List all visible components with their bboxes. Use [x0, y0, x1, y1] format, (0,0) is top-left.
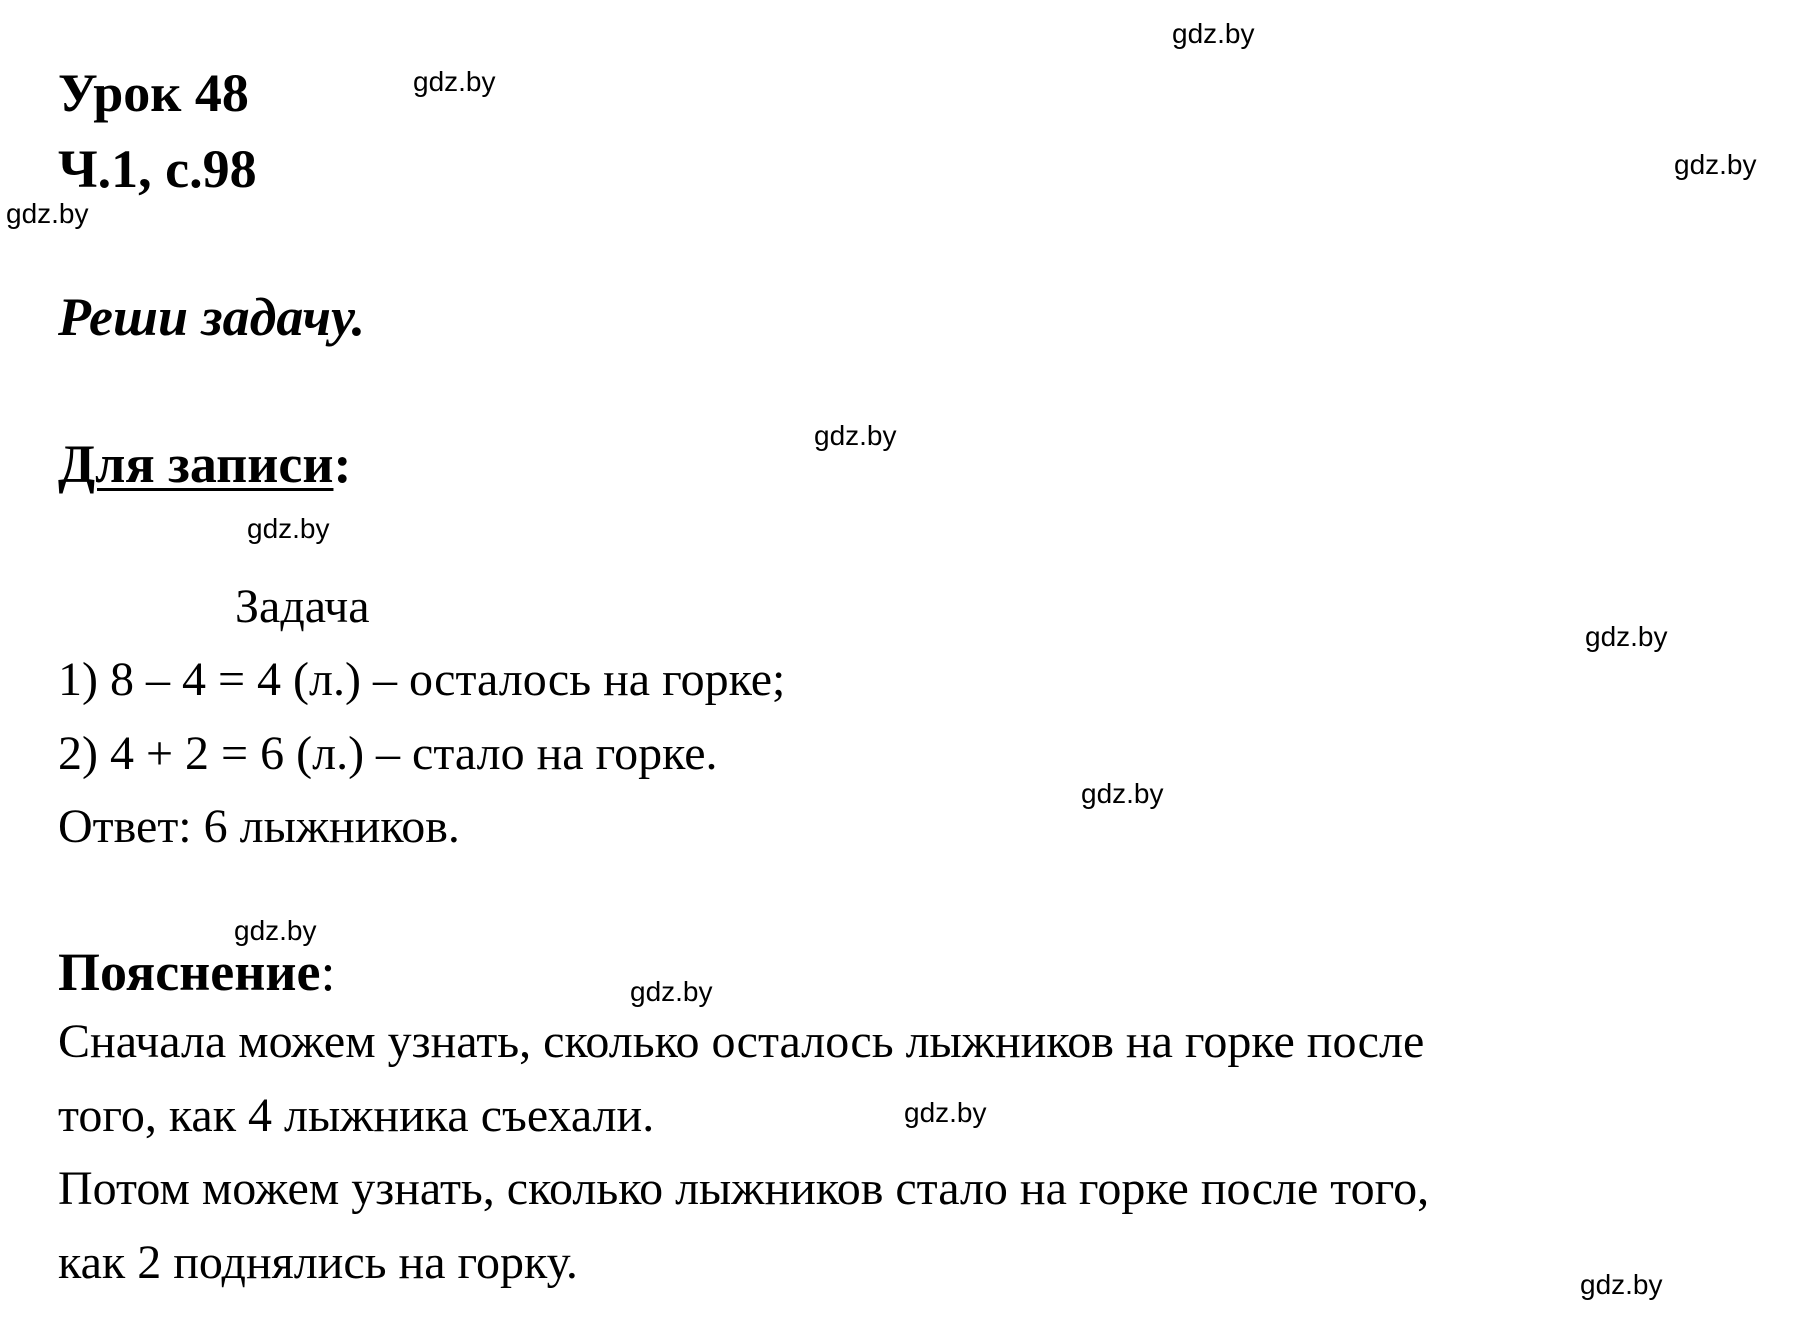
watermark: gdz.by	[904, 1097, 987, 1128]
explanation-line-4: как 2 поднялись на горку.	[58, 1236, 578, 1289]
watermark: gdz.by	[234, 915, 317, 946]
record-line-1: 1) 8 – 4 = 4 (л.) – осталось на горке;	[58, 653, 786, 706]
watermark: gdz.by	[630, 976, 713, 1007]
record-answer: Ответ: 6 лыжников.	[58, 800, 460, 853]
task-instruction: Реши задачу.	[58, 287, 366, 347]
explanation-line-1: Сначала можем узнать, сколько осталось лыжников на горке после	[58, 1015, 1425, 1068]
record-heading-text: Для записи	[58, 434, 334, 494]
record-heading-colon: :	[333, 434, 352, 494]
watermark: gdz.by	[1674, 149, 1757, 180]
watermark: gdz.by	[247, 513, 330, 544]
explanation-heading-colon: :	[320, 942, 336, 1002]
explanation-heading	[58, 942, 336, 1002]
watermark: gdz.by	[1585, 621, 1668, 652]
watermark: gdz.by	[1081, 778, 1164, 809]
watermark: gdz.by	[1580, 1269, 1663, 1300]
explanation-line-3: Потом можем узнать, сколько лыжников стало на горке после того,	[58, 1162, 1430, 1215]
record-subtitle: Задача	[235, 580, 370, 633]
watermark: gdz.by	[6, 198, 89, 229]
watermark: gdz.by	[814, 420, 897, 451]
record-heading	[58, 434, 352, 494]
lesson-reference: Ч.1, с.98	[58, 139, 257, 199]
watermark: gdz.by	[413, 66, 496, 97]
explanation-line-2: того, как 4 лыжника съехали.	[58, 1089, 655, 1142]
explanation-heading-text: Пояснение	[58, 942, 321, 1002]
watermark: gdz.by	[1172, 18, 1255, 49]
record-line-2: 2) 4 + 2 = 6 (л.) – стало на горке.	[58, 727, 718, 780]
lesson-title: Урок 48	[58, 63, 249, 123]
